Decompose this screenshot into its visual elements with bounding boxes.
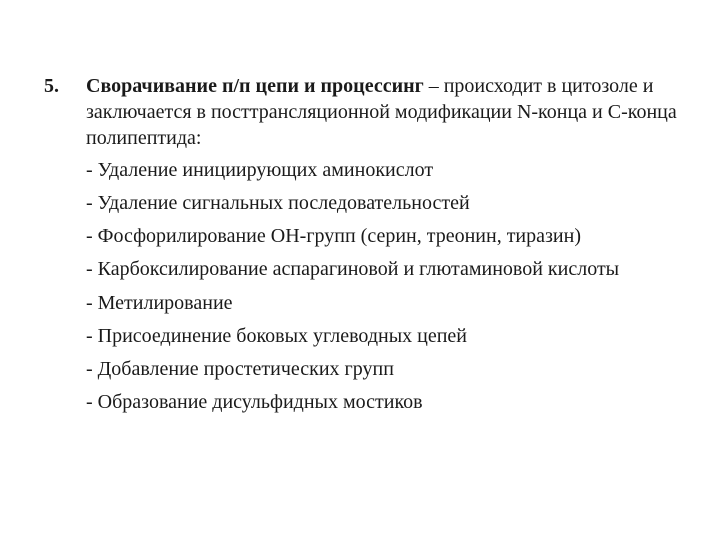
list-item: - Удаление инициирующих аминокислот — [86, 159, 434, 181]
list-item: - Удаление сигнальных последовательностей — [86, 192, 470, 214]
list-item: - Фосфорилирование ОН-групп (серин, треонин, тиразин) — [86, 225, 581, 247]
list-item: - Образование дисульфидных мостиков — [86, 391, 423, 413]
item-description: – происходит в цитозоле и заключается в посттрансляционной модификации N-конца и С-конца полипептида: — [86, 75, 677, 149]
list-item: - Карбоксилирование аспарагиновой и глютаминовой кислоты — [86, 258, 620, 280]
list-item: - Метилирование — [86, 292, 233, 314]
list-item: - Добавление простетических групп — [86, 358, 394, 380]
item-number: 5. — [44, 75, 59, 97]
bullet-list — [86, 157, 716, 415]
item-content — [86, 73, 716, 422]
item-intro — [86, 73, 716, 151]
list-item: - Присоединение боковых углеводных цепей — [86, 325, 467, 347]
item-heading: Сворачивание п/п цепи и процессинг — [86, 75, 424, 97]
